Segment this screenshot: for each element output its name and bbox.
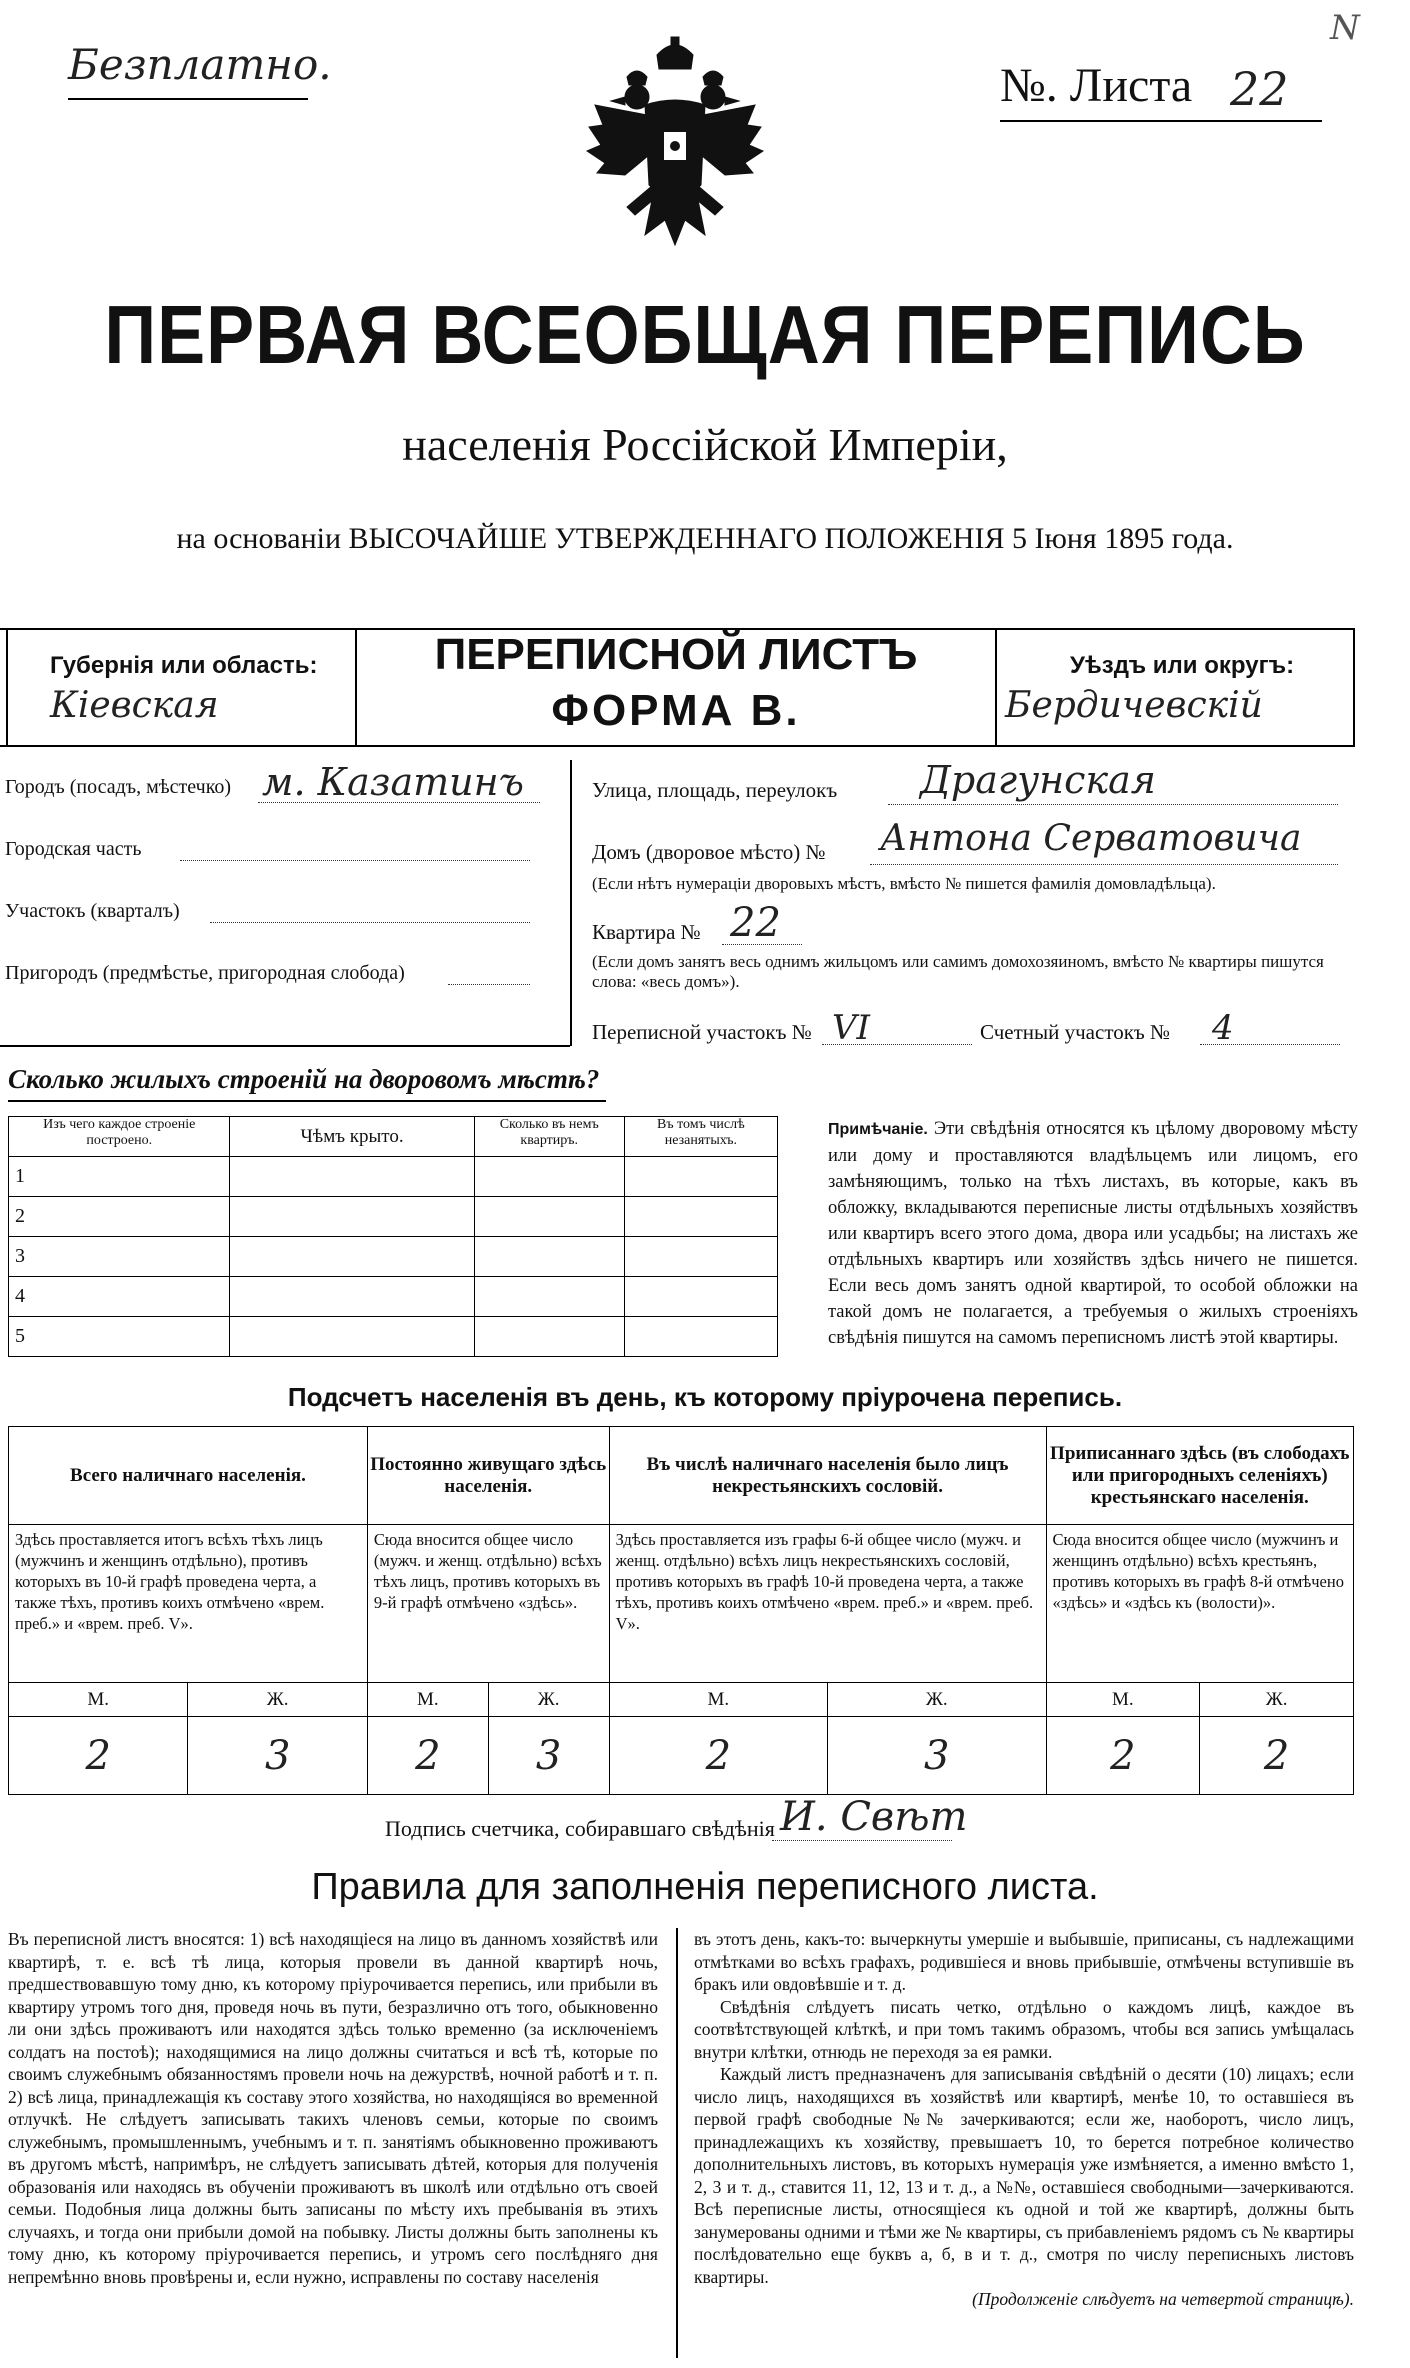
permanent-male-value: 2: [367, 1717, 488, 1795]
population-header-permanent: Постоянно живущаго здѣсь населенія.: [367, 1427, 609, 1525]
col-m-label: М.: [367, 1683, 488, 1717]
suburb-field: [448, 984, 530, 985]
free-label: Безплатно.: [68, 40, 332, 89]
buildings-table: [8, 1116, 778, 1357]
apartment-note: (Если домъ занятъ весь однимъ жильцомъ или самимъ домохозяиномъ, вмѣсто № квартиры пишутся слова: «весь домъ»).: [592, 952, 1324, 991]
table-row: 1: [9, 1157, 230, 1197]
signature-label: Подпись счетчика, собиравшаго свѣдѣнія: [385, 1816, 775, 1841]
page-subtitle: населенія Россійской Имперіи,: [402, 419, 1008, 470]
col-f-label: Ж.: [1200, 1683, 1354, 1717]
buildings-header-roof: Чѣмъ крыто.: [230, 1117, 474, 1157]
rules-right-paragraph: въ этотъ день, какъ-то: вычеркнуты умершіе и выбывшіе, приписаны, съ надлежащими отмѣтками во всѣхъ графахъ, родившіеся и вновь прибывшіе, отмѣчены вступившіе въ бракъ или овдовѣвшіе и т. д.: [694, 1929, 1354, 1994]
city-part-field: [180, 860, 530, 861]
sheet-number-value: 22: [1230, 62, 1289, 116]
free-underline: [68, 98, 308, 100]
city-part-label: Городская часть: [5, 838, 142, 860]
census-district-label: Переписной участокъ №: [592, 1020, 812, 1044]
population-header-peasant: Приписаннаго здѣсь (въ слободахъ или пригородныхъ селеніяхъ) крестьянскаго населенія.: [1046, 1427, 1354, 1525]
col-f-label: Ж.: [828, 1683, 1046, 1717]
buildings-header-apartments: Сколько въ немъ квартиръ.: [474, 1117, 624, 1157]
city-value: м. Казатинъ: [262, 760, 524, 804]
rules-title: Правила для заполненія переписного листа.: [311, 1866, 1099, 1908]
population-table: [8, 1426, 1354, 1795]
rules-left-column: Въ переписной листъ вносятся: 1) всѣ находящіеся на лицо въ данномъ хозяйствѣ или квартирѣ, т. е. всѣ тѣ лица, которыя провели въ данной квартирѣ ночь, предшествовавшую тому дню, къ которому пріурочивается перепись, или прибыли въ квартиру утромъ того дня, проведя ночь въ пути, безразлично отъ того, обыкновенно ли они здѣсь проживаютъ или находятся здѣсь только временно (за исключеніемъ солдатъ на постоѣ); находящимися на лицо должны считаться и всѣ тѣ, которые по своимъ служебнымъ обязанностямъ провели ночь на дежурствѣ, ночной работѣ и т. п. 2) всѣ лица, принадлежащія къ составу этого хозяйства, но находящіяся во временной отлучкѣ. Не слѣдуетъ записывать такихъ членовъ семьи, которые по своимъ служебнымъ, промышленнымъ, учебнымъ и т. п. занятіямъ обыкновенно проживаютъ въ другомъ мѣстѣ, напримѣръ, не слѣдуетъ записывать дѣтей, которыя для полученія образованія или находясь въ обученіи проживаютъ въ школѣ или отдѣльно отъ своей семьи. Подобныя лица должны быть записаны по мѣсту ихъ пребыванія въ этихъ случаяхъ, и тогда они прибыли домой на побывку. Листы должны быть заполнены къ тому дню, къ которому пріурочивается перепись, и утромъ сего послѣдняго дня непремѣнно вновь провѣрены и, если нужно, исправлены по составу населенія: [8, 1929, 658, 2287]
col-m-label: М.: [609, 1683, 827, 1717]
province-label: Губернія или область:: [50, 652, 318, 679]
peasant-female-value: 2: [1200, 1717, 1354, 1795]
precinct-field: [210, 922, 530, 923]
population-header-total: Всего наличнаго населенія.: [9, 1427, 368, 1525]
population-desc-permanent: Сюда вносится общее число (мужч. и женщ. отдѣльно) всѣхъ тѣхъ лицъ, противъ которыхъ въ 9-й графѣ отмѣчено «здѣсь».: [367, 1525, 609, 1683]
counting-district-value: 4: [1212, 1008, 1234, 1048]
sheet-title: ПЕРЕПИСНОЙ ЛИСТЪ: [434, 630, 918, 679]
peasant-male-value: 2: [1046, 1717, 1200, 1795]
table-row: 2: [9, 1197, 230, 1237]
note-title: Примѣчаніе.: [828, 1121, 928, 1138]
house-value: Антона Серватовича: [880, 818, 1302, 859]
note: [828, 1116, 1358, 1351]
district-label: Уѣздъ или округъ:: [1070, 652, 1295, 679]
col-f-label: Ж.: [188, 1683, 367, 1717]
rules-continuation: (Продолженіе слѣдуетъ на четвертой страницѣ).: [972, 2289, 1354, 2309]
col-f-label: Ж.: [488, 1683, 609, 1717]
non-peasant-male-value: 2: [609, 1717, 827, 1795]
sheet-number-underline: [1000, 120, 1322, 122]
buildings-header-material: Изъ чего каждое строеніе построено.: [9, 1117, 230, 1157]
total-female-value: 3: [188, 1717, 367, 1795]
margin-mark: N: [1330, 8, 1360, 48]
total-male-value: 2: [9, 1717, 188, 1795]
province-value: Кіевская: [50, 685, 219, 726]
rules-right-paragraph: Каждый листъ предназначенъ для записыванія свѣдѣній о десяти (10) лицахъ; если число лицъ, находящихся въ хозяйствѣ или квартирѣ, менѣе 10, то оставшіеся въ первой графѣ свободные №№ зачеркиваются; если же, наоборотъ, число лицъ, принадлежащихъ къ хозяйству, превышаетъ 10, то берется потребное количество дополнительныхъ листовъ, въ которыхъ нумерація уже измѣняется, а именно вмѣсто 1, 2, 3 и т. д., ставится 11, 12, 13 и т. д., а №№, оставшіеся свободными—зачеркиваются. Всѣ переписные листы, относящіеся къ одной и той же квартирѣ, должны быть занумерованы одними и тѣми же № квартиры, съ прибавленіемъ рядомъ съ № квартиры послѣдовательно еще буквъ а, б, в и т. д., смотря по числу переписныхъ листовъ квартиры.: [694, 2064, 1354, 2287]
table-row: 3: [9, 1237, 230, 1277]
apartment-label: Квартира №: [592, 920, 701, 944]
district-value: Бердичевскій: [1005, 685, 1263, 726]
suburb-label: Пригородъ (предмѣстье, пригородная слобода): [5, 962, 405, 984]
form-box-bottom: [0, 745, 1355, 747]
legal-basis: на основаніи ВЫСОЧАЙШЕ УТВЕРЖДЕННАГО ПОЛОЖЕНІЯ 5 Іюня 1895 года.: [176, 522, 1234, 555]
form-title: ФОРМА В.: [551, 686, 801, 735]
sheet-number-label: №. Листа: [1000, 59, 1193, 112]
population-desc-non-peasant: Здѣсь проставляется изъ графы 6-й общее число (мужч. и женщ. отдѣльно) всѣхъ лицъ некрестьянскихъ сословій, противъ которыхъ въ графѣ 10-й проведена черта, а также тѣхъ, противъ коихъ отмѣчено «врем. преб.» и «врем. преб. V».: [609, 1525, 1046, 1683]
note-text: Эти свѣдѣнія относятся къ цѣлому дворовому мѣсту или дому и проставляются владѣльцемъ или лицомъ, его замѣняющимъ, только на тѣхъ листахъ, въ которые, какъ въ обложку, вкладываются переписные листы отдѣльныхъ хозяйствъ или квартиръ всего этого дома, двора или усадьбы; на листахъ же отдѣльныхъ квартиръ или хозяйствъ здѣсь ничего не пишется. Если весь домъ занятъ одной квартирой, то особой обложки на такой домъ не полагается, а требуемыя о жилыхъ строеніяхъ свѣдѣнія пишутся на самомъ переписномъ листѣ этой квартиры.: [828, 1119, 1358, 1348]
census-district-value: VI: [832, 1008, 870, 1048]
population-desc-peasant: Сюда вносится общее число (мужчинъ и женщинъ отдѣльно) всѣхъ крестьянъ, противъ которыхъ въ графѣ 8-й отмѣчено «здѣсь» и «здѣсь къ (волости)».: [1046, 1525, 1354, 1683]
rules-right-paragraph: Свѣдѣнія слѣдуетъ писать четко, отдѣльно о каждомъ лицѣ, каждое въ соотвѣтствующей клѣткѣ, и при томъ такимъ образомъ, чтобы вся запись умѣщалась внутри клѣтки, отнюдь не переходя за ея рамки.: [694, 1996, 1354, 2062]
double-headed-eagle-emblem: [575, 35, 775, 265]
buildings-question: Сколько жилыхъ строеній на дворовомъ мѣстѣ?: [8, 1064, 600, 1094]
house-note: (Если нѣтъ нумераціи дворовыхъ мѣстъ, вмѣсто № пишется фамилія домовладѣльца).: [592, 874, 1216, 893]
buildings-header-vacant: Въ томъ числѣ незанятыхъ.: [624, 1117, 777, 1157]
table-row: 4: [9, 1277, 230, 1317]
permanent-female-value: 3: [488, 1717, 609, 1795]
table-row: 5: [9, 1317, 230, 1357]
city-label: Городъ (посадъ, мѣстечко): [5, 776, 232, 798]
precinct-label: Участокъ (кварталъ): [5, 900, 180, 922]
house-label: Домъ (дворовое мѣсто) №: [592, 840, 826, 864]
population-title: Подсчетъ населенія въ день, къ которому пріурочена перепись.: [287, 1382, 1123, 1412]
population-header-non-peasant: Въ числѣ наличнаго населенія было лицъ некрестьянскихъ сословій.: [609, 1427, 1046, 1525]
apartment-value: 22: [730, 900, 781, 946]
page-title: ПЕРВАЯ ВСЕОБЩАЯ ПЕРЕПИСЬ: [104, 289, 1306, 382]
population-desc-total: Здѣсь проставляется итогъ всѣхъ тѣхъ лицъ (мужчинъ и женщинъ отдѣльно), противъ которыхъ въ 10-й графѣ проведена черта, а также тѣхъ, противъ коихъ отмѣчено «врем. преб.» и «врем. преб. V».: [9, 1525, 368, 1683]
street-value: Драгунская: [920, 758, 1156, 802]
street-label: Улица, площадь, переулокъ: [592, 778, 838, 802]
col-m-label: М.: [1046, 1683, 1200, 1717]
rules-right-column: [694, 1928, 1354, 2311]
signature-value: И. Свѣт: [780, 1794, 968, 1840]
counting-district-label: Счетный участокъ №: [980, 1020, 1171, 1044]
non-peasant-female-value: 3: [828, 1717, 1046, 1795]
col-m-label: М.: [9, 1683, 188, 1717]
